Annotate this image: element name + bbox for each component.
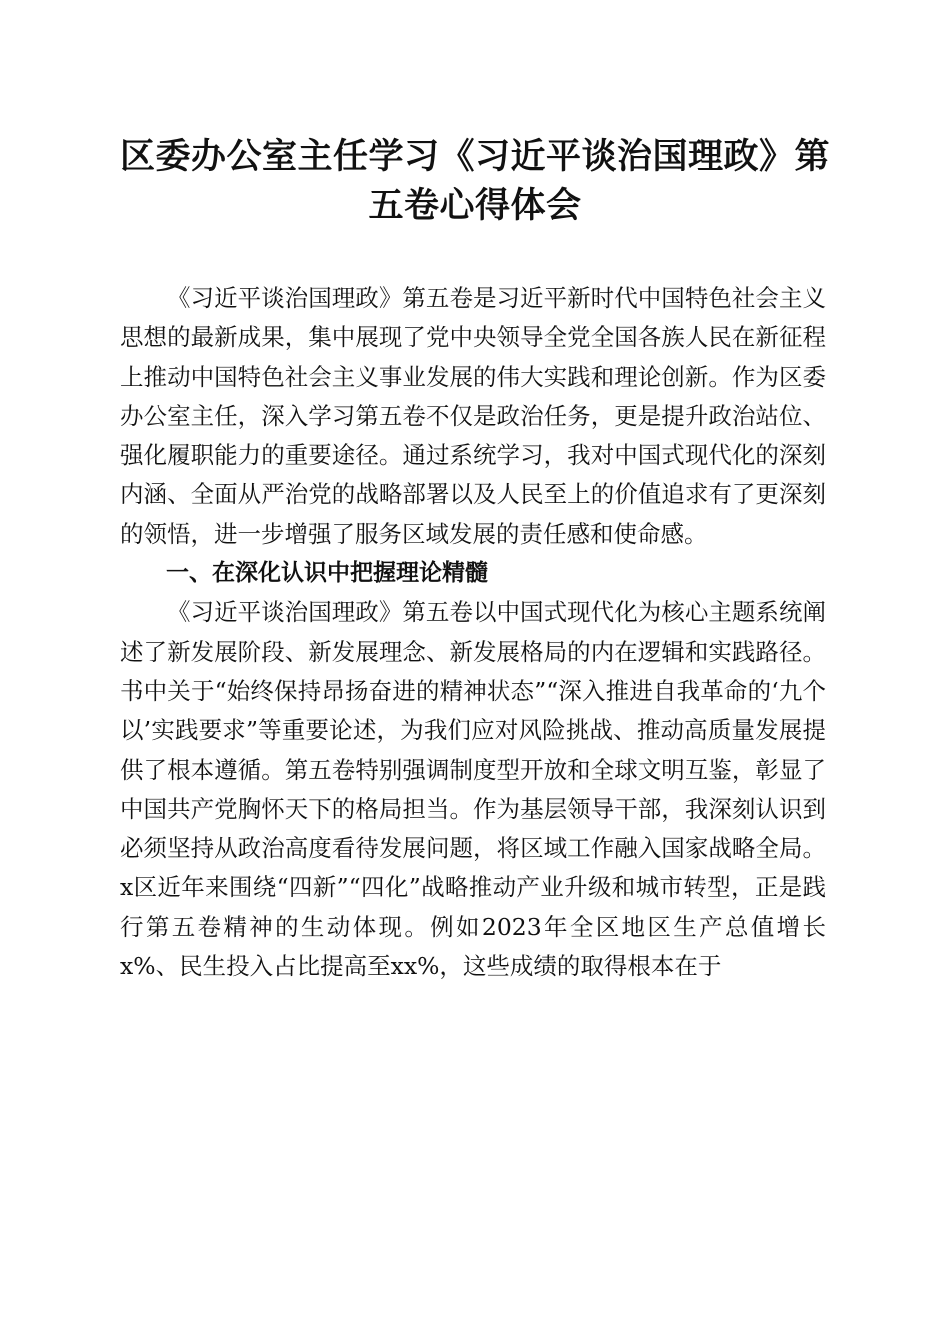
section-1-heading: 一、在深化认识中把握理论精髓 bbox=[166, 560, 488, 587]
intro-paragraph: 《习近平谈治国理政》第五卷是习近平新时代中国特色社会主义思想的最新成果，集中展现了党中央领导全党全国各族人民在新征程上推动中国特色社会主义事业发展的伟大实践和理论创新。作为区委办公室主任，深入学习第五卷不仅是政治任务，更是提升政治站位、强化履职能力的重要途径。通过系统学习，我对中国式现代化的深刻内涵、全面从严治党的战略部署以及人民至上的价值追求有了更深刻的领悟，进一步增强了服务区域发展的责任感和使命感。 bbox=[120, 284, 826, 548]
document-body bbox=[120, 279, 826, 986]
document-title bbox=[100, 133, 850, 231]
document-title-line-2: 五卷心得体会 bbox=[368, 186, 582, 226]
document-title-line-1: 区委办公室主任学习《习近平谈治国理政》第 bbox=[119, 137, 830, 177]
section-1-paragraph: 《习近平谈治国理政》第五卷以中国式现代化为核心主题系统阐述了新发展阶段、新发展理念、新发展格局的内在逻辑和实践路径。书中关于“始终保持昂扬奋进的精神状态”“深入推进自我革命的‘九个以’实践要求”等重要论述，为我们应对风险挑战、推动高质量发展提供了根本遵循。第五卷特别强调制度型开放和全球文明互鉴，彰显了中国共产党胸怀天下的格局担当。作为基层领导干部，我深刻认识到必须坚持从政治高度看待发展问题，将区域工作融入国家战略全局。x区近年来围绕“四新”“四化”战略推动产业升级和城市转型，正是践行第五卷精神的生动体现。例如2023年全区地区生产总值增长x%、民生投入占比提高至xx%，这些成绩的取得根本在于 bbox=[120, 598, 826, 981]
